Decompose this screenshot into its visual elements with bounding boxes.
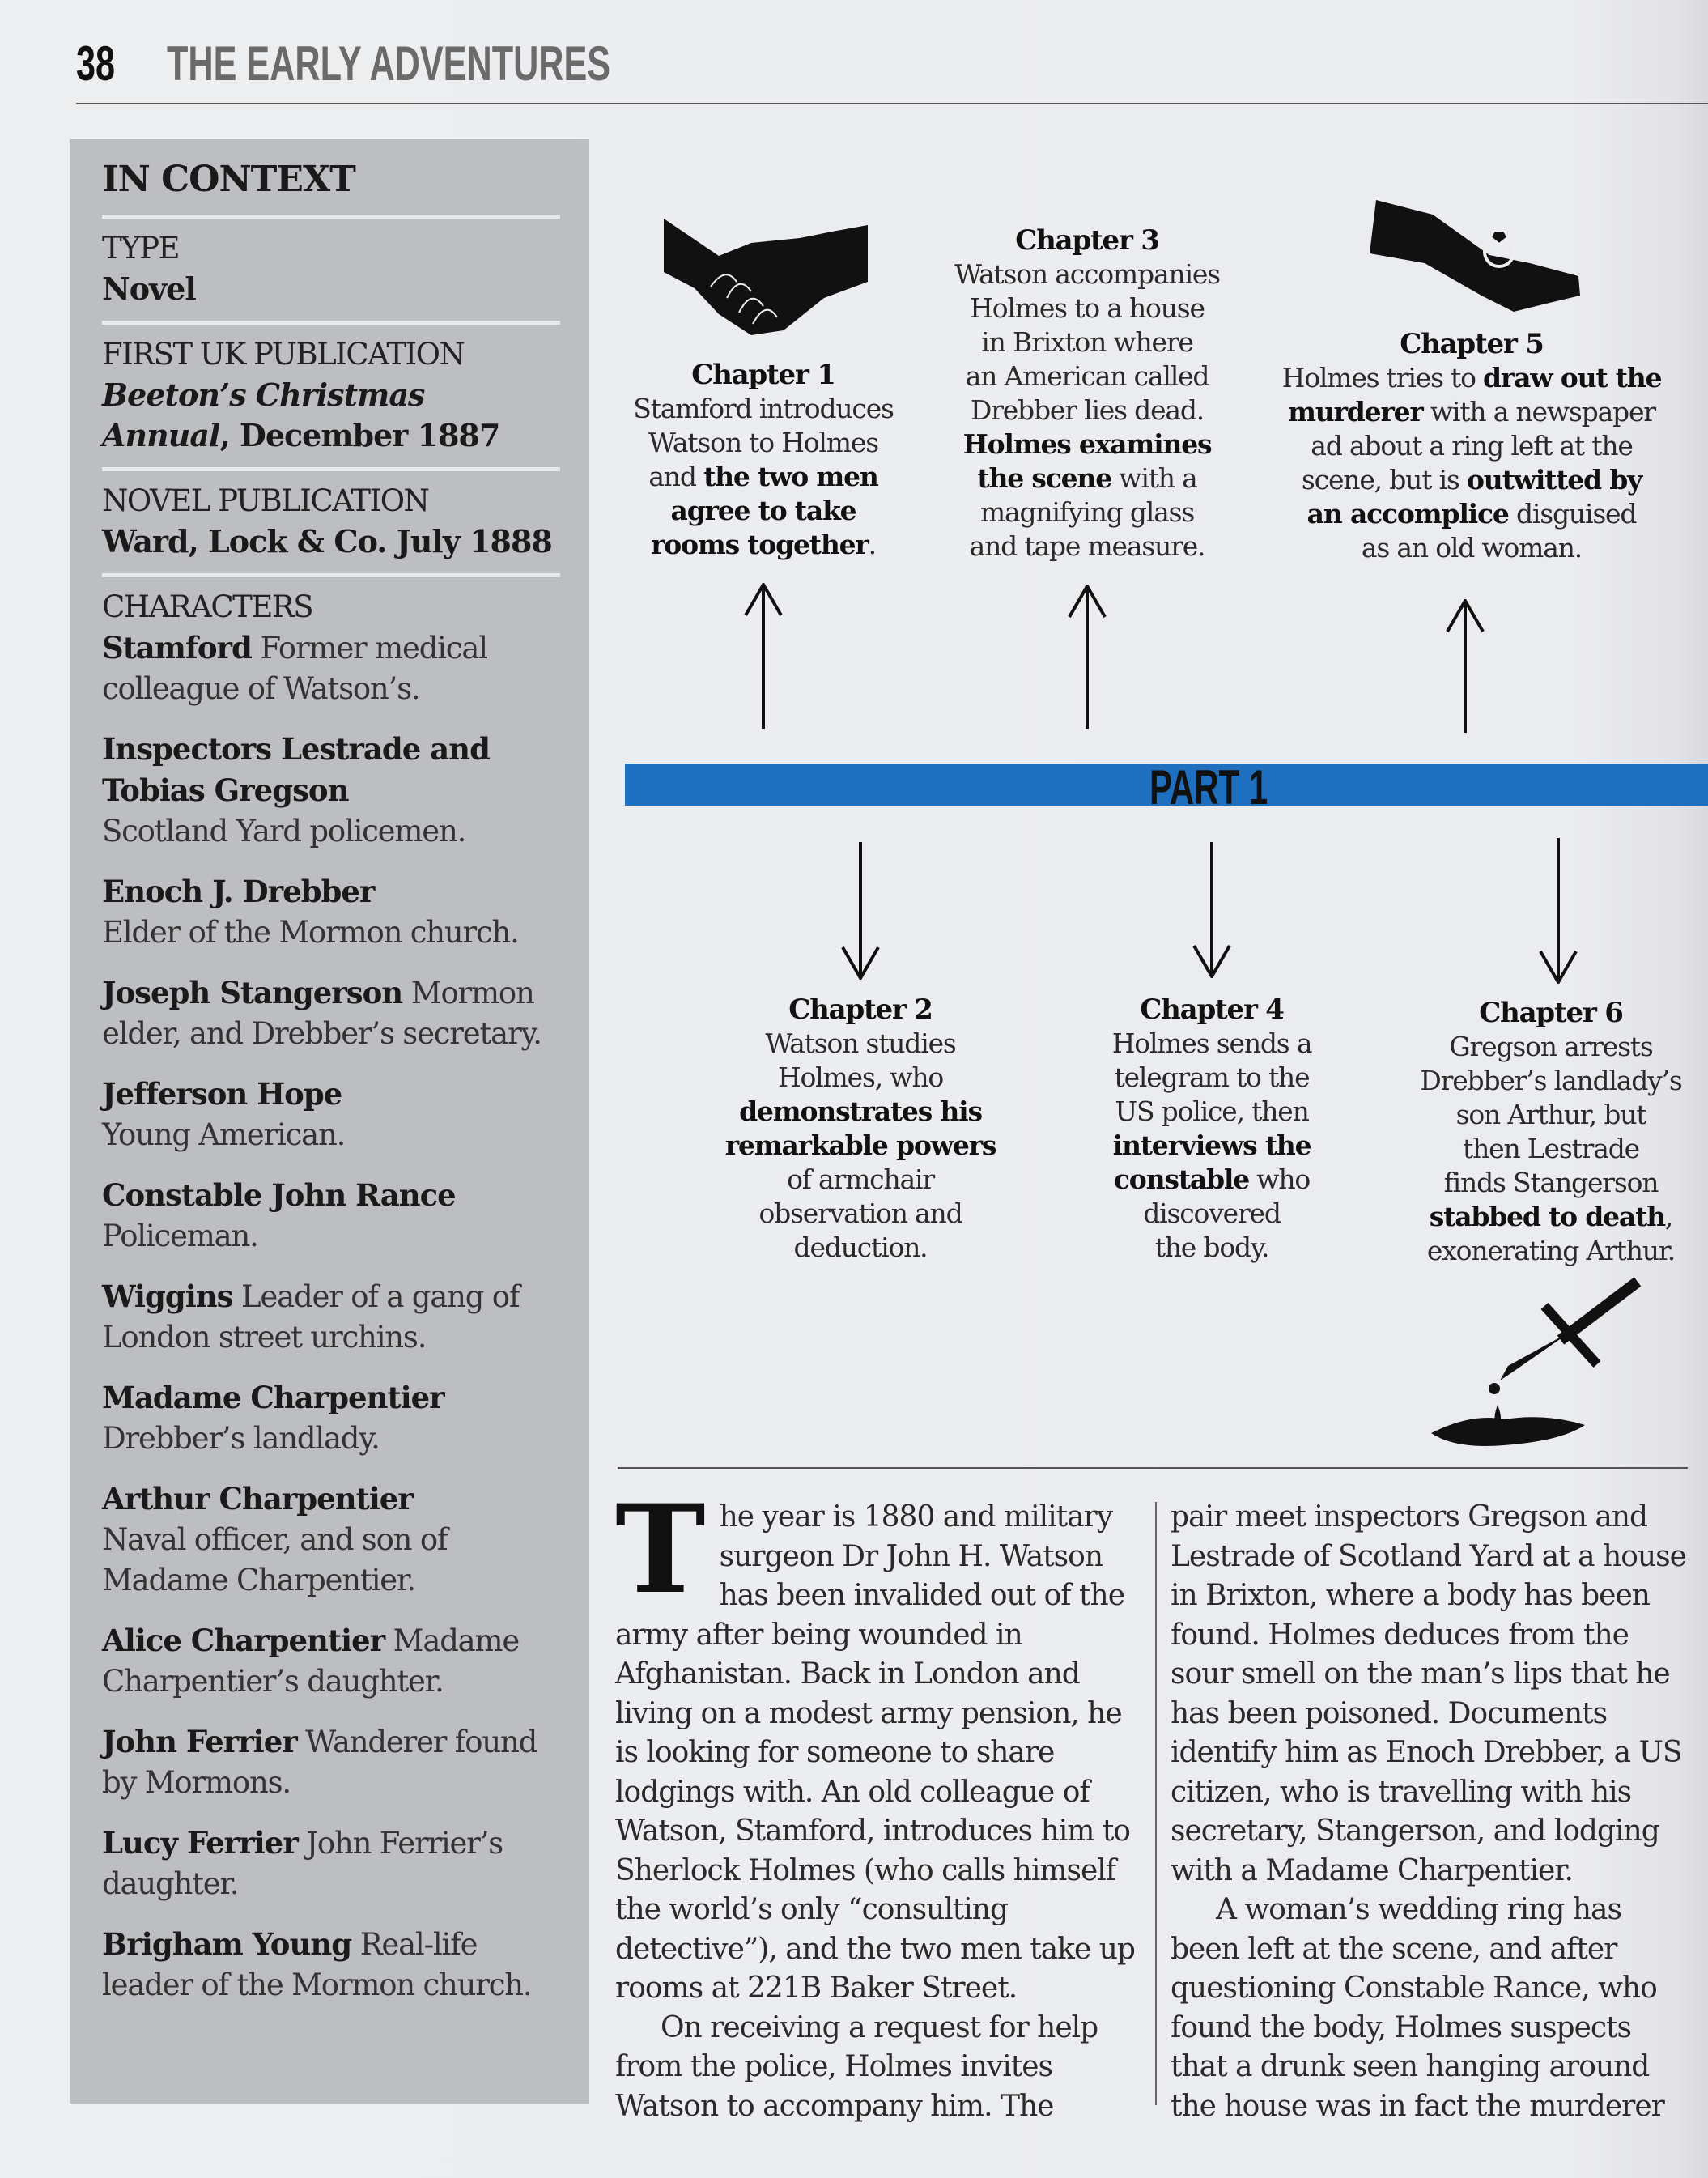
chapter-text-line (633, 426, 894, 460)
context-field-label: NOVEL PUBLICATION (102, 483, 429, 518)
character-description: Wanderer found by Mormons. (102, 1725, 537, 1800)
character-entry (102, 1620, 560, 1702)
body-paragraph: he year is 1880 and military surgeon Dr John H. Watson has been invalided out of the army after being wounded in Afghanistan. Back in London and living on a modest army pension, he is looking for someone to share lodgings with. An old colleague of Watson, Stamford, introduces him to Sherlock Holmes (who calls himself the world’s only “consulting detective”), and the two men take up rooms at 221B Baker Street. (615, 1500, 1135, 2005)
context-field-value (102, 521, 560, 562)
chapter-text: Watson to Holmes (648, 427, 878, 458)
context-field-value (102, 269, 560, 309)
value-part: Novel (102, 270, 196, 307)
chapter-text-line (1420, 1200, 1681, 1234)
chapter-text-line (1112, 1197, 1312, 1231)
chapter-text-line (725, 1197, 996, 1231)
chapter-text: with a (1111, 462, 1197, 494)
character-name: Brigham Young (102, 1926, 352, 1962)
arrow-down-icon (1534, 838, 1583, 984)
chapter-block-3 (954, 223, 1220, 564)
chapter-text: in Brixton where (981, 326, 1193, 358)
chapter-text: Watson studies (765, 1027, 956, 1059)
context-field-label: FIRST UK PUBLICATION (102, 337, 465, 372)
value-part: , December 1887 (219, 417, 500, 453)
chapter-text-line (954, 325, 1220, 359)
chapter-text-line (633, 392, 894, 426)
character-entry (102, 627, 560, 709)
chapter-block-4 (1112, 993, 1312, 1265)
chapter-text: Gregson arrests (1449, 1031, 1653, 1062)
chapter-text: Watson accompanies (954, 258, 1220, 290)
chapter-block-1 (633, 358, 894, 562)
in-context-title: IN CONTEXT (102, 159, 355, 200)
character-name: John Ferrier (102, 1724, 297, 1759)
chapter-text-line (954, 428, 1220, 462)
chapter-text-line (1112, 1231, 1312, 1265)
chapter-heading: Chapter 2 (788, 993, 933, 1026)
chapter-text: the body. (1154, 1232, 1269, 1263)
column-separator (1155, 1502, 1157, 2105)
chapter-text: constable (1113, 1163, 1250, 1195)
chapter-text: draw out the (1483, 362, 1662, 393)
character-description: Real-life leader of the Mormon church. (102, 1927, 532, 2002)
chapter-text: interviews the (1112, 1129, 1311, 1161)
arrow-up-icon (1441, 599, 1489, 733)
character-description: Scotland Yard policemen. (102, 814, 466, 849)
chapter-text-line (954, 359, 1220, 393)
character-entry (102, 1175, 560, 1257)
chapter-text-line (954, 291, 1220, 325)
character-description: Drebber’s landlady. (102, 1421, 380, 1456)
chapter-text-line (1282, 531, 1662, 565)
chapter-text: then Lestrade (1463, 1133, 1639, 1164)
chapter-text: and tape measure. (969, 530, 1205, 562)
character-name: Arthur Charpentier (102, 1481, 413, 1517)
chapter-text: murderer (1288, 396, 1423, 428)
chapter-text: outwitted by (1466, 464, 1642, 496)
chapter-text-line (1420, 1064, 1681, 1098)
chapter-text-line (1282, 463, 1662, 497)
chapter-text: of armchair (787, 1163, 934, 1195)
value-part: Ward, Lock & Co. July 1888 (102, 523, 552, 559)
chapter-text: Holmes, who (777, 1061, 944, 1093)
chapter-text: and (648, 461, 704, 492)
part-label: PART 1 (1149, 760, 1268, 815)
chapter-text: with a newspaper (1422, 396, 1655, 428)
chapter-text-line (1282, 361, 1662, 395)
character-name: Enoch J. Drebber (102, 874, 375, 909)
chapter-text: , (1664, 1201, 1673, 1232)
character-description: Elder of the Mormon church. (102, 915, 519, 950)
chapter-text: discovered (1143, 1197, 1281, 1229)
chapter-text: rooms together (651, 529, 869, 560)
character-description: Leader of a gang of London street urchins. (102, 1279, 520, 1355)
chapter-text: disguised (1508, 498, 1637, 530)
section-title: THE EARLY ADVENTURES (167, 36, 611, 91)
character-entry (102, 729, 560, 852)
chapter-text: an accomplice (1306, 498, 1509, 530)
context-divider (102, 467, 560, 471)
chapter-text-line (1112, 1027, 1312, 1061)
character-entry (102, 1823, 560, 1904)
character-description: Young American. (102, 1117, 346, 1152)
chapter-text-line (725, 1129, 996, 1163)
character-name: Alice Charpentier (102, 1623, 385, 1658)
chapter-text-line (725, 1163, 996, 1197)
header-rule (76, 103, 1708, 104)
chapter-text-line (1112, 1129, 1312, 1163)
chapter-text: Drebber’s landlady’s (1420, 1065, 1682, 1096)
arrow-up-icon (739, 583, 788, 729)
chapter-text: . (868, 529, 876, 560)
body-paragraph: On receiving a request for help from the police, Holmes invites Watson to accompany him. The (615, 2010, 1098, 2123)
chapter-text-line (725, 1231, 996, 1265)
characters-label: CHARACTERS (102, 589, 313, 624)
arrow-up-icon (1063, 585, 1111, 729)
chapter-text: Holmes to a house (970, 292, 1205, 324)
body-column-2 (1171, 1498, 1689, 2126)
character-name: Joseph Stangerson (102, 975, 403, 1010)
chapter-text: US police, then (1115, 1095, 1309, 1127)
chapter-text-line (633, 460, 894, 494)
character-entry (102, 1074, 560, 1155)
chapter-text-line (1282, 429, 1662, 463)
character-entry (102, 1276, 560, 1358)
character-name: Wiggins (102, 1278, 233, 1314)
character-list (102, 627, 560, 2006)
arrow-down-icon (1188, 842, 1236, 978)
value-part: Beeton’s Christmas Annual (102, 376, 425, 453)
chapter-text: remarkable powers (724, 1129, 996, 1161)
character-description: Madame Charpentier’s daughter. (102, 1623, 520, 1699)
chapter-text: Holmes sends a (1111, 1027, 1312, 1059)
character-description: Naval officer, and son of Madame Charpentier. (102, 1522, 448, 1597)
chapter-text-line (1420, 1234, 1681, 1268)
character-entry (102, 1924, 560, 2006)
arrow-down-icon (836, 842, 885, 980)
chapter-text: finds Stangerson (1443, 1167, 1659, 1198)
character-description: Policeman. (102, 1219, 258, 1253)
body-rule (618, 1467, 1688, 1469)
chapter-text-line (1282, 395, 1662, 429)
chapter-text: agree to take (670, 495, 856, 526)
character-name: Inspectors Lestrade and Tobias Gregson (102, 731, 490, 808)
chapter-text: Stamford introduces (633, 393, 894, 424)
body-paragraph: pair meet inspectors Gregson and Lestrade of Scotland Yard at a house in Brixton, where a body has been found. Holmes deduces from the sour smell on the man’s lips that he has been poisoned. Documents identify him as Enoch Drebber, a US citizen, who is travelling with his secretary, Stangerson, and lodging with a Madame Charpentier. (1171, 1500, 1686, 1887)
chapter-text: observation and (758, 1197, 962, 1229)
context-divider (102, 573, 560, 577)
character-description: John Ferrier’s daughter. (102, 1826, 503, 1901)
drop-cap: T (615, 1478, 705, 1621)
chapter-text: as an old woman. (1361, 532, 1583, 564)
chapter-text-line (954, 393, 1220, 428)
chapter-text-line (1420, 1132, 1681, 1166)
chapter-text: son Arthur, but (1455, 1099, 1646, 1130)
chapter-text-line (954, 462, 1220, 496)
chapter-text: Holmes tries to (1281, 362, 1484, 393)
chapter-heading: Chapter 4 (1140, 993, 1284, 1026)
chapter-text: exonerating Arthur. (1426, 1235, 1676, 1266)
context-field-value (102, 375, 560, 456)
character-entry (102, 871, 560, 953)
character-name: Madame Charpentier (102, 1380, 444, 1415)
chapter-text: the scene (977, 462, 1111, 494)
chapter-block-6 (1420, 996, 1681, 1268)
bloody-dagger-icon (1423, 1275, 1642, 1453)
handshake-icon (662, 217, 869, 335)
character-name: Lucy Ferrier (102, 1825, 298, 1861)
chapter-block-5 (1282, 327, 1662, 565)
context-divider (102, 321, 560, 325)
chapter-text: ad about a ring left at the (1311, 430, 1633, 462)
chapter-text: Drebber lies dead. (970, 394, 1205, 426)
body-paragraph: A woman’s wedding ring has been left at the scene, and after questioning Constable Rance, who found the body, Holmes suspects that a drunk seen hanging around the house was in fact the murderer (1171, 1893, 1664, 2123)
character-name: Constable John Rance (102, 1177, 456, 1213)
chapter-text: stabbed to death (1429, 1201, 1665, 1232)
character-entry (102, 1478, 560, 1601)
character-name: Jefferson Hope (102, 1076, 342, 1112)
chapter-text-line (954, 496, 1220, 530)
chapter-heading: Chapter 3 (1015, 224, 1159, 257)
page-number: 38 (76, 36, 116, 91)
chapter-text-line (1112, 1061, 1312, 1095)
context-field-label: TYPE (102, 231, 180, 266)
chapter-text: demonstrates his (739, 1095, 982, 1127)
character-description: Former medical colleague of Watson’s. (102, 631, 487, 706)
character-entry (102, 972, 560, 1054)
context-fields (102, 215, 560, 577)
chapter-text-line (954, 257, 1220, 291)
character-description: Mormon elder, and Drebber’s secretary. (102, 976, 542, 1051)
chapter-text-line (954, 530, 1220, 564)
chapter-heading: Chapter 6 (1479, 997, 1623, 1029)
chapter-text: an American called (965, 360, 1209, 392)
context-divider (102, 215, 560, 219)
chapter-text: who (1249, 1163, 1311, 1195)
chapter-text-line (1420, 1030, 1681, 1064)
chapter-text-line (1112, 1163, 1312, 1197)
chapter-text: scene, but is (1301, 464, 1467, 496)
chapter-text: the two men (703, 461, 878, 492)
chapter-text-line (1112, 1095, 1312, 1129)
chapter-text: deduction. (793, 1232, 928, 1263)
chapter-text: magnifying glass (979, 496, 1195, 528)
chapter-text-line (1420, 1166, 1681, 1200)
chapter-text-line (1420, 1098, 1681, 1132)
chapter-text-line (1282, 497, 1662, 531)
chapter-text: telegram to the (1114, 1061, 1310, 1093)
chapter-heading: Chapter 1 (691, 359, 835, 391)
chapter-text-line (725, 1027, 996, 1061)
character-entry (102, 1721, 560, 1803)
character-name: Stamford (102, 630, 252, 666)
in-context-panel (70, 139, 589, 2104)
body-column-1 (615, 1478, 1141, 2126)
chapter-block-2 (725, 993, 996, 1265)
character-entry (102, 1377, 560, 1459)
chapter-heading: Chapter 5 (1400, 328, 1544, 360)
chapter-text-line (633, 494, 894, 528)
chapter-text: Holmes examines (962, 428, 1212, 460)
chapter-text-line (725, 1061, 996, 1095)
ring-in-hand-icon (1368, 198, 1585, 316)
chapter-text-line (725, 1095, 996, 1129)
chapter-text-line (633, 528, 894, 562)
